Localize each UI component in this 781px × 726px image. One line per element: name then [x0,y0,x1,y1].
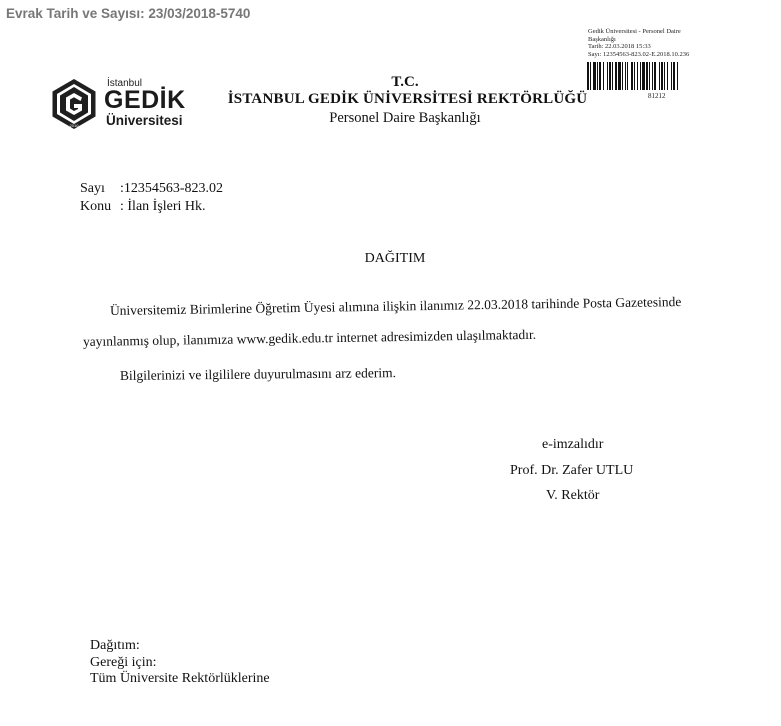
logo-universitesi-text: Üniversitesi [106,113,183,128]
konu-value: : İlan İşleri Hk. [120,199,206,214]
body-paragraph-1-line-1: Üniversitemiz Birimlerine Öğretim Üyesi alımına ilişkin ilanımız 22.03.2018 tarihinde Posta Gazetesinde [109,294,682,318]
barcode-line-number: Sayı: 12354563-823.02-E.2018.10.236 [588,50,690,58]
barcode-line-date: Tarih: 22.03.2018 15:33 [588,43,651,50]
distribution-gereği: Gereği için: [90,655,157,670]
signature-e-imza: e-imzalıdır [542,437,604,452]
document-title: DAĞITIM [364,251,426,266]
header-university: İSTANBUL GEDİK ÜNİVERSİTESİ REKTÖRLÜĞÜ [227,91,588,107]
header-department: Personel Daire Başkanlığı [329,110,481,126]
body-paragraph-1-line-2: yayınlanmış olup, ilanımıza www.gedik.edu.tr internet adresimizden ulaşılmaktadır. [82,326,537,349]
sayi-value: :12354563-823.02 [120,181,224,196]
barcode-line-department: Başkanlığı [588,35,616,43]
distribution-recipients: Tüm Üniversite Rektörlüklerine [90,671,270,686]
signature-title: V. Rektör [546,488,600,503]
university-logo-icon [47,77,101,131]
sayi-label: Sayı [80,181,105,196]
barcode-icon [587,62,719,90]
konu-row [80,199,206,215]
barcode-number: 81212 [648,92,666,100]
distribution-label: Dağıtım: [90,638,140,653]
signature-name: Prof. Dr. Zafer UTLU [510,463,634,478]
body-paragraph-2: Bilgilerinizi ve ilgililere duyurulmasını arz ederim. [119,365,396,383]
sayi-row [80,181,223,197]
logo-istanbul-text: İstanbul [107,78,143,89]
barcode-stamp-text [588,28,728,58]
header-tc: T.C. [391,74,419,90]
konu-label: Konu [80,199,112,214]
logo-gedik-text: GEDİK [104,86,186,114]
logo-year: 2010 [69,123,79,128]
barcode-line-institution: Gedik Üniversitesi - Personel Daire [588,28,681,35]
document-date-number: Evrak Tarih ve Sayısı: 23/03/2018-5740 [6,6,251,21]
